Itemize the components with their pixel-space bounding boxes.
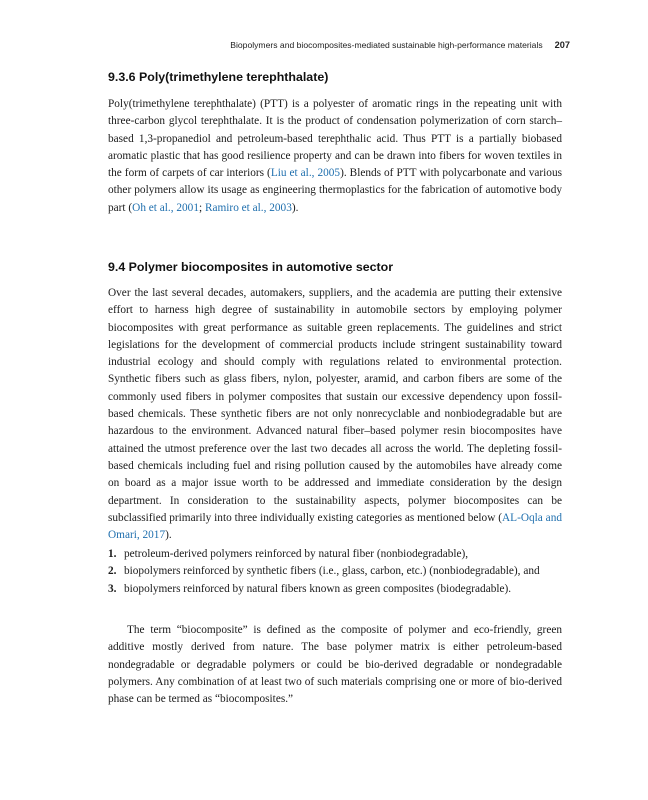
- ptt-text-a: Poly(trimethylene terephthalate) (PTT) is a polyester of aromatic rings in the repeating unit with three-carbon glycol terephthalate. It is the product of condensation polymerization of corn starch–based 1,3-propanediol and petroleum-based terephthalic acid. Thus PTT is a partially biobased aromatic plastic that has good resilience property and can be drawn into fibers for woven textiles in the form of carpets of car interiors (: [108, 98, 562, 180]
- list-text: petroleum-derived polymers reinforced by natural fiber (nonbiodegradable),: [124, 548, 469, 560]
- section-heading-9-4: 9.4 Polymer biocomposites in automotive sector: [108, 260, 394, 274]
- list-number: 2.: [108, 565, 117, 578]
- page-number: 207: [554, 40, 570, 50]
- list-text: biopolymers reinforced by natural fibers known as green composites (biodegradable).: [124, 582, 512, 595]
- intro-text-a: Over the last several decades, automakers, suppliers, and the academia are putting their extensive effort to harness high degree of sustainability in automobile sectors by employing polymer biocomposites with great performance as suitable green replacements. The guidelines and strict legislations for the development of commercial products include stringent sustainability toward industrial ecology and should comply with regulations related to environmental protection. Synthetic fibers such as glass fibers, nylon, polyester, aramid, and carbon fibers are some of the commonly used fibers in polymer composites that sustain our excessive dependency upon fossil-based chemicals. These synthetic fibers are not only nonrecyclable and nonbiodegradable but are hazardous to the environment. Advanced natural fiber–based polymer resin biocomposites have attained the utmost preference over the last two decades all across the world. The depleting fossil-based chemicals including fuel and rising pollution caused by the automobiles have already come on board as a major issue worth to be addressed and immediate consideration by the design department. In consideration to the sustainability aspects, polymer biocomposites can be subclassified primarily into three individually existing categories as mentioned below (: [108, 287, 562, 524]
- citation-link[interactable]: Liu et al., 2005: [270, 167, 341, 180]
- paragraph-biocomposites-intro: [108, 285, 562, 544]
- running-title: Biopolymers and biocomposites-mediated sustainable high-performance materials: [230, 40, 543, 50]
- citation-link[interactable]: Oh et al., 2001: [132, 201, 199, 214]
- ptt-text-b: ). Blends of PTT with polycarbonate and various other polymers allow its usage as engineering thermoplastics for the fabrication of automotive body part (: [108, 167, 562, 214]
- biocomposite-categories-list: [108, 546, 562, 598]
- running-header: [108, 40, 570, 54]
- paragraph-ptt: [108, 96, 562, 217]
- intro-text-b: ).: [165, 529, 172, 542]
- ptt-text-c: ).: [291, 201, 299, 214]
- list-item: [108, 546, 562, 563]
- list-text: biopolymers reinforced by synthetic fibers (i.e., glass, carbon, etc.) (nonbiodegradable), and: [124, 565, 540, 578]
- citation-link[interactable]: AL-Oqla and Omari, 2017: [108, 511, 562, 542]
- list-item: [108, 581, 562, 598]
- section-heading-9-3-6: 9.3.6 Poly(trimethylene terephthalate): [108, 70, 329, 84]
- paragraph-biocomposite-definition: The term “biocomposite” is defined as the composite of polymer and eco-friendly, green additive mostly derived from nature. The base polymer matrix is either petroleum-based nondegradable or degradable polymers or could be bio-derived degradable or nondegradable polymers. Any combination of at least two of such materials comprising one or more of bio-derived phase can be termed as “biocomposites.”: [108, 624, 562, 706]
- citation-separator: ;: [198, 201, 205, 214]
- list-number: 1.: [108, 548, 117, 560]
- list-number: 3.: [108, 582, 117, 595]
- list-item: [108, 563, 562, 580]
- citation-link[interactable]: Ramiro et al., 2003: [204, 201, 292, 214]
